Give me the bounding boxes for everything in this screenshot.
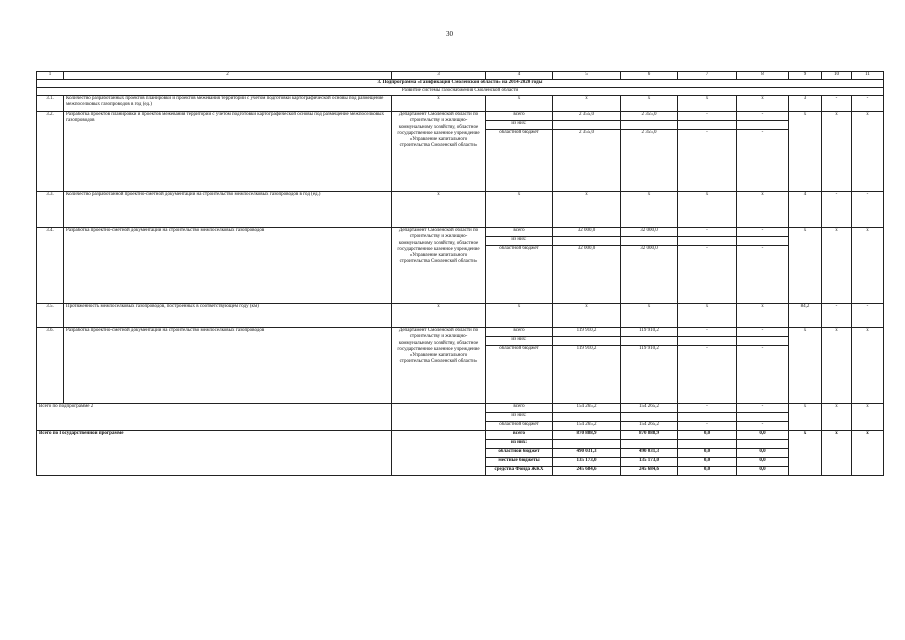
page-number: 30 bbox=[446, 30, 453, 38]
subprogram-total-label: Всего по подпрограмме 2 bbox=[37, 404, 392, 431]
table-row: 3.3. Количество разработанной проектно-сметной документации на строительство межпоселковых газопроводов в год (ед.) х х х х х х 4 - - bbox=[37, 192, 884, 228]
subsection-title: Развитие системы газоснабжения Смоленской области bbox=[37, 88, 884, 96]
program-total-row: Всего по Государственной программе всего 870 888,9 870 888,9 0,0 0,0 х х х bbox=[37, 431, 884, 440]
table-row: 3.6. Разработка проектно-сметной документации на строительство межпоселковых газопроводов Департамент Смоленской области по строительству и жилищно-коммунальному хозяйству, областное государственное казенное учреждение «Управление капитального строительства Смоленской области» всего 119 910,2 119 910,2 - - х х х bbox=[37, 328, 884, 337]
table-row: 3.2. Разработка проектов планировки и проектов межевания территории с учетом подготовки картографической основы под размещение межпоселковых газопроводов Департамент Смоленской области по строительству и жилищно-коммунальному хозяйству, областное государственное казенное учреждение «Управление капитального строительства Смоленской области» всего 2 355,0 2 355,0 - - х х х bbox=[37, 112, 884, 121]
col-header: 7 bbox=[678, 72, 737, 80]
col-header: 3 bbox=[392, 72, 486, 80]
col-header: 1 bbox=[37, 72, 64, 80]
program-total-label: Всего по Государственной программе bbox=[37, 431, 392, 476]
col-header: 11 bbox=[852, 72, 884, 80]
subprogram-total-row: Всего по подпрограмме 2 всего 154 265,2 154 265,2 - - х х х bbox=[37, 404, 884, 413]
col-header: 5 bbox=[553, 72, 621, 80]
section-title: 3. Подпрограмма «Газификация Смоленской области» на 2014-2020 годы bbox=[37, 80, 884, 88]
table-row: 3.5. Протяженность межпоселковых газопроводов, построенных в соответствующем году (км) х х х х х х 84,2 - - bbox=[37, 304, 884, 328]
table-row: 3.4. Разработка проектно-сметной документации на строительство межпоселковых газопроводов Департамент Смоленской области по строительству и жилищно-коммунальному хозяйству, областное государственное казенное учреждение «Управление капитального строительства Смоленской области» всего 32 000,0 32 000,0 - - х х х bbox=[37, 228, 884, 237]
col-header: 6 bbox=[621, 72, 678, 80]
header-row bbox=[37, 72, 884, 80]
col-header: 10 bbox=[822, 72, 852, 80]
responsible-executor: Департамент Смоленской области по строительству и жилищно-коммунальному хозяйству, областное государственное казенное учреждение «Управление капитального строительства Смоленской области» bbox=[392, 112, 486, 192]
indicator-name: Количество разработанных проектов планировки и проектов межевания территории с учетом подготовки картографической основы под размещение межпоселковых газопроводов в год (ед.) bbox=[64, 96, 392, 112]
col-header: 9 bbox=[789, 72, 822, 80]
row-number: 3.1. bbox=[37, 96, 64, 112]
program-table: 1 2 3 4 5 6 7 8 9 10 11 3. Подпрограмма «Газификация Смоленской области» на 2014-2020 годы Развитие системы газоснабжения Смоленской области 3.1. Количество разработанных проектов планировки и проектов межевания территории с учетом подготовки картографической основы под размещение межпоселковых газопроводов в год (ед.) х х х х х х 3 - - 3.2. Разработка проектов планировки и проектов межевания территории с учетом подготовки картографической основы под размещение межпоселковых газопроводов Департамент Смоленской области по строительству и жилищно-коммунальному хозяйству, областное государственное казенное учреждение «Управление капитального строительства Смоленской области» всего 2 355,0 2 355,0 - - х х х из них: областной бюджет 2 355,0 2 355,0 - - 3.3. Количество разработанной проектно-сметной документации на строительство межпоселковых газопроводов в год (ед.) х х х х х х 4 - - 3.4. Разработка проектно-сметной документации на строительство межпоселковых газопроводов Департамент Смоленской области по строительству и жилищно-коммунальному хозяйству, областное государственное казенное учреждение «Управление капитального строительства Смоленской области» всего 32 000,0 32 000,0 - - х х х из них: областной бюджет 32 000,0 32 000,0 - - 3.5. Протяженность межпоселковых газопроводов, построенных в соответствующем году (км) х х х х х х 84,2 - - 3.6. Разработка проектно-сметной документации на строительство межпоселковых газопроводов Департамент Смоленской области по строительству и жилищно-коммунальному хозяйству, областное государственное казенное учреждение «Управление капитального строительства Смоленской области» всего 119 910,2 119 910,2 - - х х х из них: областной бюджет 119 910,2 119 910,2 - - Всего по подпрограмме 2 всего 154 265,2 154 265,2 - - х х х из них: областной бюджет 154 265,2 154 265,2 - - Всего по Государственной программе всего 870 888,9 870 888,9 0,0 0,0 х х х из них: областной бюджет 490 031,3 490 031,3 0,0 0,0 местные бюджеты 135 173,0 135 173,0 0,0 0,0 средства Фонда ЖКХ 245 684,6 245 684,6 0,0 0,0 bbox=[36, 71, 884, 476]
table-row: 3.1. Количество разработанных проектов планировки и проектов межевания территории с учетом подготовки картографической основы под размещение межпоселковых газопроводов в год (ед.) х х х х х х 3 - - bbox=[37, 96, 884, 112]
col-header: 4 bbox=[486, 72, 553, 80]
col-header: 8 bbox=[737, 72, 789, 80]
col-header: 2 bbox=[64, 72, 392, 80]
